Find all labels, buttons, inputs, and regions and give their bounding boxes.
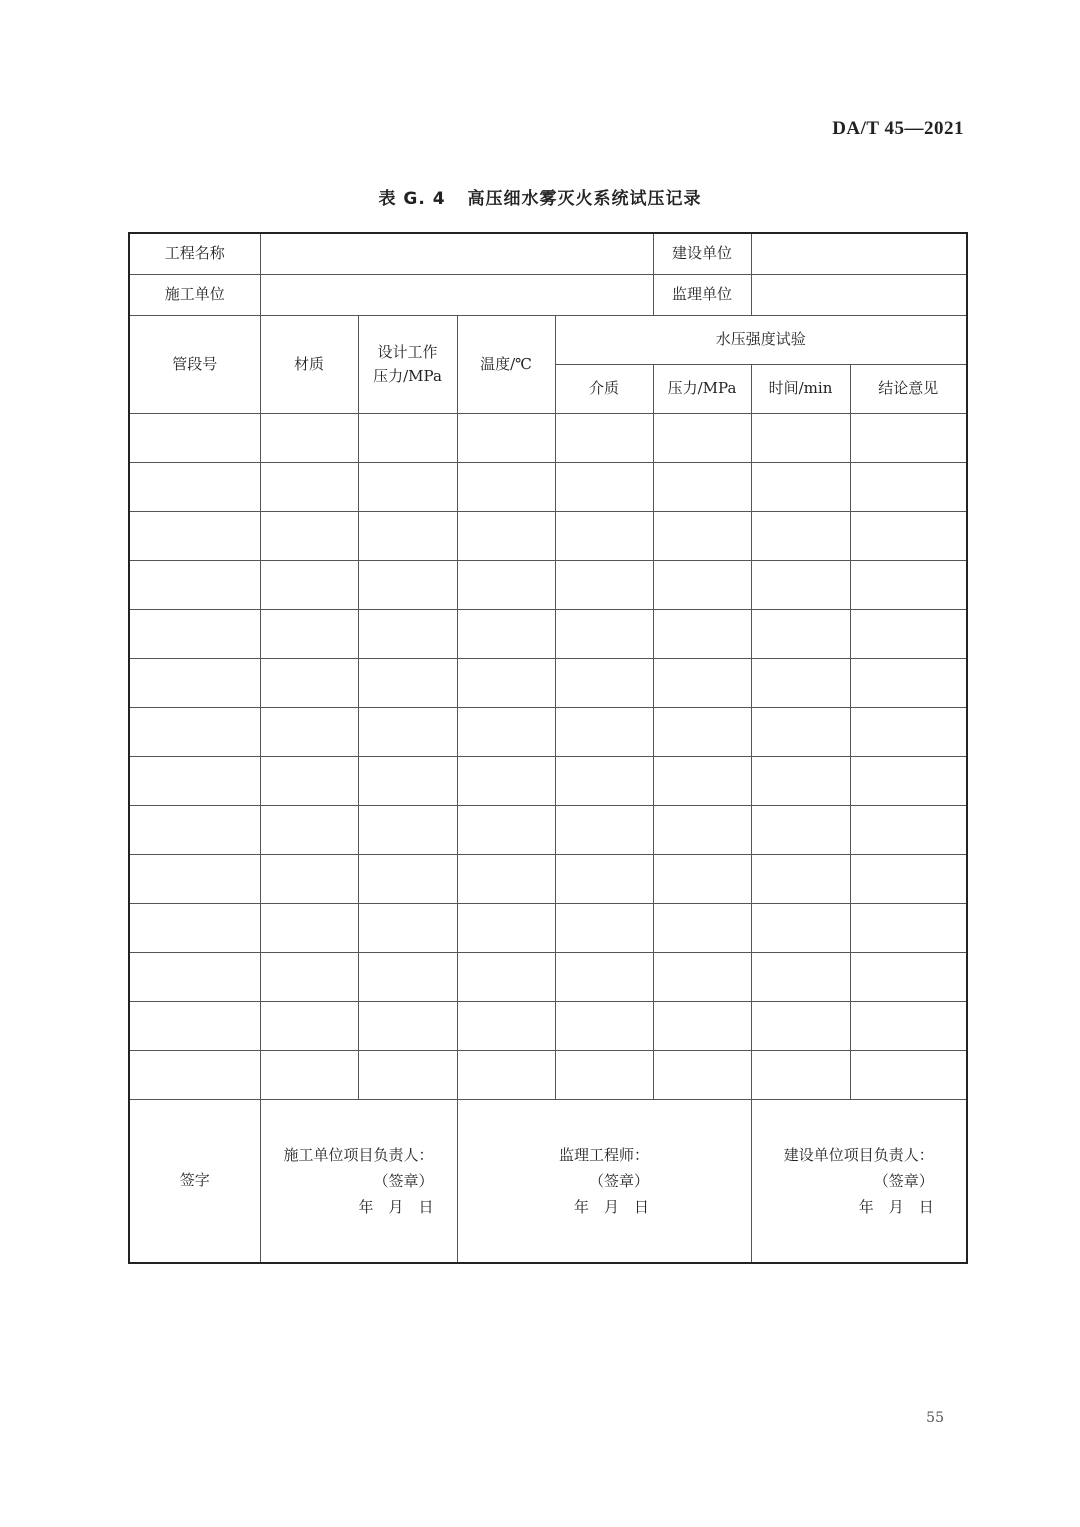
table-cell[interactable] xyxy=(457,904,555,953)
table-cell[interactable] xyxy=(260,659,358,708)
table-cell[interactable] xyxy=(358,757,457,806)
column-header-row xyxy=(129,316,967,365)
owner-signature-block xyxy=(784,1142,934,1220)
table-cell[interactable] xyxy=(555,757,653,806)
table-cell[interactable] xyxy=(358,953,457,1002)
table-row xyxy=(129,708,967,757)
table-cell[interactable] xyxy=(653,855,751,904)
page-number: 55 xyxy=(926,1410,944,1426)
table-cell[interactable] xyxy=(850,1002,967,1051)
table-cell[interactable] xyxy=(850,561,967,610)
table-cell[interactable] xyxy=(850,904,967,953)
conclusion-header: 结论意见 xyxy=(850,365,967,414)
table-cell[interactable] xyxy=(260,757,358,806)
supervision-unit-label: 监理单位 xyxy=(653,275,751,316)
table-row xyxy=(129,1002,967,1051)
table-cell[interactable] xyxy=(260,806,358,855)
standard-code: DA/T 45—2021 xyxy=(832,118,964,139)
table-cell[interactable] xyxy=(358,414,457,463)
table-cell[interactable] xyxy=(850,463,967,512)
table-title xyxy=(0,184,1080,209)
table-cell[interactable] xyxy=(129,1002,260,1051)
table-cell[interactable] xyxy=(457,561,555,610)
table-cell[interactable] xyxy=(850,610,967,659)
table-cell[interactable] xyxy=(751,1051,850,1100)
supervisor-seal: （签章） xyxy=(588,1172,649,1190)
supervisor-signer-role: 监理工程师： xyxy=(558,1146,649,1164)
builder-signature-block xyxy=(283,1142,433,1220)
table-cell[interactable] xyxy=(850,512,967,561)
table-row xyxy=(129,855,967,904)
table-cell[interactable] xyxy=(850,414,967,463)
table-cell[interactable] xyxy=(457,855,555,904)
table-cell[interactable] xyxy=(751,610,850,659)
table-row xyxy=(129,806,967,855)
table-row xyxy=(129,659,967,708)
table-cell[interactable] xyxy=(129,561,260,610)
table-cell[interactable] xyxy=(358,708,457,757)
builder-signer-role: 施工单位项目负责人： xyxy=(283,1146,434,1164)
table-cell[interactable] xyxy=(457,659,555,708)
table-row xyxy=(129,953,967,1002)
pipe-section-header: 管段号 xyxy=(129,316,260,414)
builder-unit-label: 施工单位 xyxy=(129,275,260,316)
table-cell[interactable] xyxy=(260,904,358,953)
owner-signature-cell[interactable] xyxy=(751,1100,967,1264)
table-cell[interactable] xyxy=(751,806,850,855)
table-cell[interactable] xyxy=(129,512,260,561)
table-cell[interactable] xyxy=(358,463,457,512)
table-cell[interactable] xyxy=(358,1051,457,1100)
table-cell[interactable] xyxy=(457,414,555,463)
table-cell[interactable] xyxy=(850,708,967,757)
medium-header: 介质 xyxy=(555,365,653,414)
table-cell[interactable] xyxy=(129,904,260,953)
project-name-row xyxy=(129,233,967,275)
table-cell[interactable] xyxy=(555,855,653,904)
table-cell[interactable] xyxy=(129,610,260,659)
material-header: 材质 xyxy=(260,316,358,414)
table-cell[interactable] xyxy=(751,1002,850,1051)
table-cell[interactable] xyxy=(555,610,653,659)
pressure-test-record-table xyxy=(128,232,968,1264)
table-cell[interactable] xyxy=(555,414,653,463)
table-cell[interactable] xyxy=(129,463,260,512)
builder-unit-value[interactable] xyxy=(260,275,653,316)
builder-date: 年 月 日 xyxy=(358,1198,434,1216)
table-cell[interactable] xyxy=(653,610,751,659)
table-cell[interactable] xyxy=(653,1051,751,1100)
table-row xyxy=(129,561,967,610)
table-cell[interactable] xyxy=(751,953,850,1002)
table-cell[interactable] xyxy=(260,708,358,757)
table-cell[interactable] xyxy=(653,414,751,463)
table-row xyxy=(129,757,967,806)
table-cell[interactable] xyxy=(129,1051,260,1100)
table-cell[interactable] xyxy=(653,659,751,708)
time-header: 时间/min xyxy=(751,365,850,414)
table-cell[interactable] xyxy=(129,659,260,708)
table-cell[interactable] xyxy=(653,757,751,806)
table-cell[interactable] xyxy=(850,1051,967,1100)
table-cell[interactable] xyxy=(555,463,653,512)
table-cell[interactable] xyxy=(751,708,850,757)
table-cell[interactable] xyxy=(358,512,457,561)
signature-row xyxy=(129,1100,967,1264)
table-cell[interactable] xyxy=(260,463,358,512)
temperature-header: 温度/℃ xyxy=(457,316,555,414)
construction-unit-label: 建设单位 xyxy=(653,233,751,275)
table-cell[interactable] xyxy=(457,708,555,757)
table-cell[interactable] xyxy=(751,855,850,904)
table-cell[interactable] xyxy=(751,659,850,708)
table-cell[interactable] xyxy=(751,904,850,953)
table-cell[interactable] xyxy=(457,757,555,806)
table-cell[interactable] xyxy=(751,463,850,512)
table-cell[interactable] xyxy=(555,659,653,708)
table-cell[interactable] xyxy=(751,414,850,463)
table-cell[interactable] xyxy=(555,1051,653,1100)
table-cell[interactable] xyxy=(260,512,358,561)
table-cell[interactable] xyxy=(653,463,751,512)
owner-date: 年 月 日 xyxy=(858,1198,934,1216)
builder-signature-cell[interactable] xyxy=(260,1100,457,1264)
table-cell[interactable] xyxy=(260,561,358,610)
table-cell[interactable] xyxy=(751,561,850,610)
table-cell[interactable] xyxy=(129,757,260,806)
table-cell[interactable] xyxy=(555,561,653,610)
table-cell[interactable] xyxy=(260,1002,358,1051)
table-cell[interactable] xyxy=(457,512,555,561)
table-cell[interactable] xyxy=(555,904,653,953)
project-name-value[interactable] xyxy=(260,233,653,275)
builder-unit-row xyxy=(129,275,967,316)
table-cell[interactable] xyxy=(653,708,751,757)
table-cell[interactable] xyxy=(653,953,751,1002)
table-number: 表 G. 4 xyxy=(378,189,446,209)
table-cell[interactable] xyxy=(653,512,751,561)
construction-unit-value[interactable] xyxy=(751,233,967,275)
table-cell[interactable] xyxy=(850,659,967,708)
table-title-text: 高压细水雾灭火系统试压记录 xyxy=(467,189,702,209)
table-row xyxy=(129,512,967,561)
table-cell[interactable] xyxy=(358,855,457,904)
supervisor-date: 年 月 日 xyxy=(573,1198,649,1216)
table-cell[interactable] xyxy=(129,806,260,855)
hydrostatic-test-header: 水压强度试验 xyxy=(555,316,967,365)
owner-seal: （签章） xyxy=(873,1172,934,1190)
supervisor-signature-block xyxy=(559,1142,649,1220)
table-cell[interactable] xyxy=(653,806,751,855)
table-cell[interactable] xyxy=(850,757,967,806)
table-cell[interactable] xyxy=(129,953,260,1002)
builder-seal: （签章） xyxy=(373,1172,434,1190)
table-cell[interactable] xyxy=(555,953,653,1002)
table-cell[interactable] xyxy=(653,1002,751,1051)
owner-signer-role: 建设单位项目负责人： xyxy=(783,1146,934,1164)
table-row xyxy=(129,610,967,659)
data-rows xyxy=(129,414,967,1100)
supervisor-signature-cell[interactable] xyxy=(457,1100,751,1264)
table-cell[interactable] xyxy=(358,561,457,610)
table-cell[interactable] xyxy=(358,659,457,708)
table-row xyxy=(129,904,967,953)
table-cell[interactable] xyxy=(129,708,260,757)
table-row xyxy=(129,1051,967,1100)
table-cell[interactable] xyxy=(457,1002,555,1051)
table-cell[interactable] xyxy=(850,806,967,855)
table-cell[interactable] xyxy=(457,463,555,512)
table-row xyxy=(129,414,967,463)
table-cell[interactable] xyxy=(129,414,260,463)
table-cell[interactable] xyxy=(457,610,555,659)
table-cell[interactable] xyxy=(457,806,555,855)
table-cell[interactable] xyxy=(457,1051,555,1100)
pressure-header: 压力/MPa xyxy=(653,365,751,414)
table-cell[interactable] xyxy=(555,708,653,757)
table-cell[interactable] xyxy=(850,953,967,1002)
table-cell[interactable] xyxy=(653,561,751,610)
table-cell[interactable] xyxy=(555,1002,653,1051)
table-cell[interactable] xyxy=(358,904,457,953)
table-row xyxy=(129,463,967,512)
table-cell[interactable] xyxy=(358,806,457,855)
table-cell[interactable] xyxy=(260,414,358,463)
design-pressure-header: 设计工作 压力/MPa xyxy=(358,316,457,414)
table-cell[interactable] xyxy=(850,855,967,904)
signature-label: 签字 xyxy=(129,1100,260,1264)
table-cell[interactable] xyxy=(129,855,260,904)
supervision-unit-value[interactable] xyxy=(751,275,967,316)
table-cell[interactable] xyxy=(653,904,751,953)
table-cell[interactable] xyxy=(555,512,653,561)
table-cell[interactable] xyxy=(751,757,850,806)
table-cell[interactable] xyxy=(751,512,850,561)
table-cell[interactable] xyxy=(555,806,653,855)
table-cell[interactable] xyxy=(260,953,358,1002)
table-cell[interactable] xyxy=(260,1051,358,1100)
table-cell[interactable] xyxy=(260,610,358,659)
project-name-label: 工程名称 xyxy=(129,233,260,275)
table-cell[interactable] xyxy=(358,1002,457,1051)
table-cell[interactable] xyxy=(457,953,555,1002)
table-cell[interactable] xyxy=(260,855,358,904)
table-cell[interactable] xyxy=(358,610,457,659)
